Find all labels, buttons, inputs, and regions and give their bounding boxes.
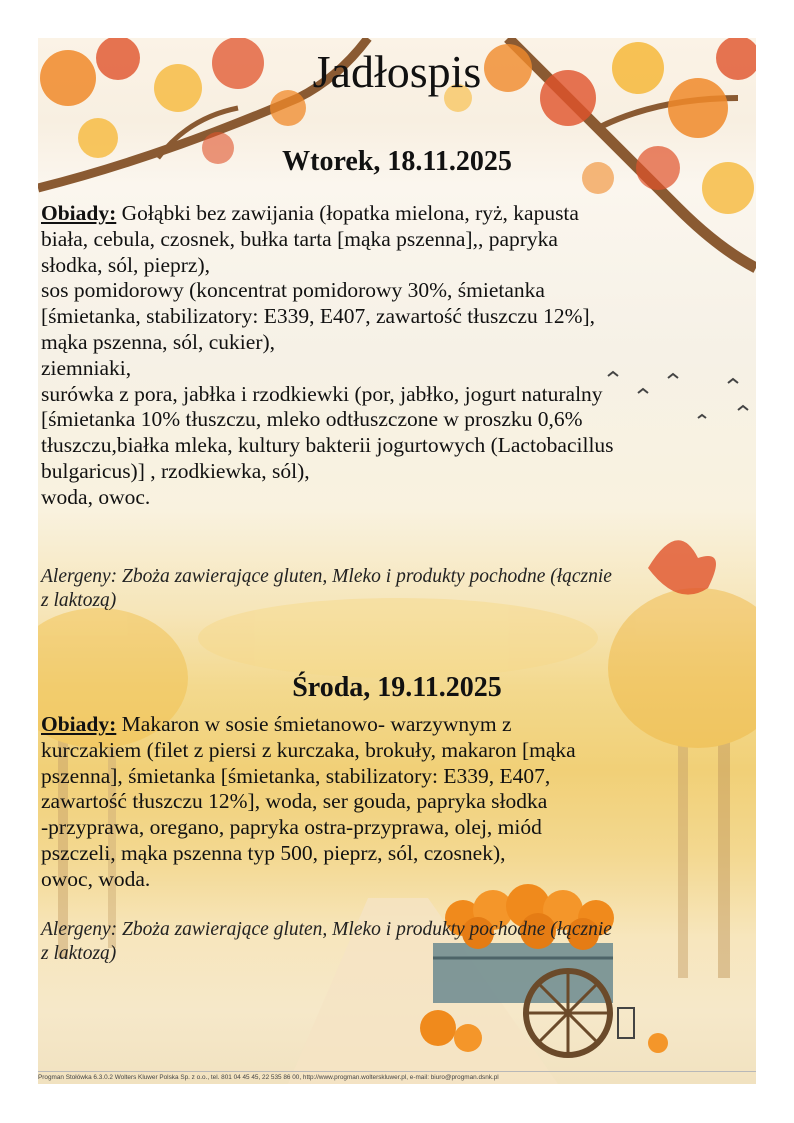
meal-line: owoc, woda. [41, 866, 151, 891]
meal-line: -przyprawa, oregano, papryka ostra-przyprawa, olej, miód [41, 815, 542, 840]
meal-label: Obiady: [41, 201, 117, 225]
page-title: Jadłospis [312, 46, 482, 97]
meal-line: woda, owoc. [41, 484, 151, 509]
menu-sheet [38, 38, 756, 1084]
meal-line: pszczeli, mąka pszenna typ 500, pieprz, sól, czosnek), [41, 840, 506, 865]
day-heading-tuesday: Wtorek, 18.11.2025 [282, 146, 512, 177]
meal-line: Obiady: Makaron w sosie śmietanowo- warzywnym z [41, 712, 512, 736]
meal-line: zawartość tłuszczu 12%], woda, ser gouda, papryka słodka [41, 789, 548, 814]
meal-line: słodka, sól, pieprz), [41, 252, 210, 277]
meal-line: [śmietanka, stabilizatory: E339, E407, zawartość tłuszczu 12%], [41, 304, 596, 329]
meal-line: pszenna], śmietanka [śmietanka, stabilizatory: E339, E407, [41, 763, 551, 788]
meal-line: tłuszczu,białka mleka, kultury bakterii jogurtowych (Lactobacillus [41, 433, 614, 458]
footer-note: Progman Stołówka 6.3.0.2 Wolters Kluwer Polska Sp. z o.o., tel. 801 04 45 45, 22 535 86 00, http://www.progman.wolterskluwer.pl, e-mail: biuro@progman.dsnk.pl [38, 1071, 756, 1082]
day-heading-wednesday: Środa, 19.11.2025 [292, 672, 502, 703]
meal-line: biała, cebula, czosnek, bułka tarta [mąka pszenna],, papryka [41, 226, 558, 251]
allergens-wednesday: Alergeny: Zboża zawierające gluten, Mleko i produkty pochodne (łącznie z laktozą) [41, 919, 612, 964]
meal-line: bulgaricus)] , rzodkiewka, sól), [41, 458, 310, 483]
meal-label: Obiady: [41, 712, 117, 736]
menu-content [38, 38, 756, 1084]
meal-line: sos pomidorowy (koncentrat pomidorowy 30%, śmietanka [41, 278, 545, 303]
allergens-tuesday: Alergeny: Zboża zawierające gluten, Mleko i produkty pochodne (łącznie z laktozą) [41, 566, 612, 611]
meal-description-tuesday [41, 201, 753, 511]
meal-line: surówka z pora, jabłka i rzodkiewki (por, jabłko, jogurt naturalny [41, 381, 603, 406]
meal-line: [śmietanka 10% tłuszczu, mleko odtłuszczone w proszku 0,6% [41, 407, 583, 432]
meal-description-wednesday [41, 712, 753, 893]
meal-line: Obiady: Gołąbki bez zawijania (łopatka mielona, ryż, kapusta [41, 201, 579, 225]
meal-line: mąka pszenna, sól, cukier), [41, 329, 276, 354]
meal-line: ziemniaki, [41, 355, 132, 380]
meal-line: kurczakiem (filet z piersi z kurczaka, brokuły, makaron [mąka [41, 737, 576, 762]
